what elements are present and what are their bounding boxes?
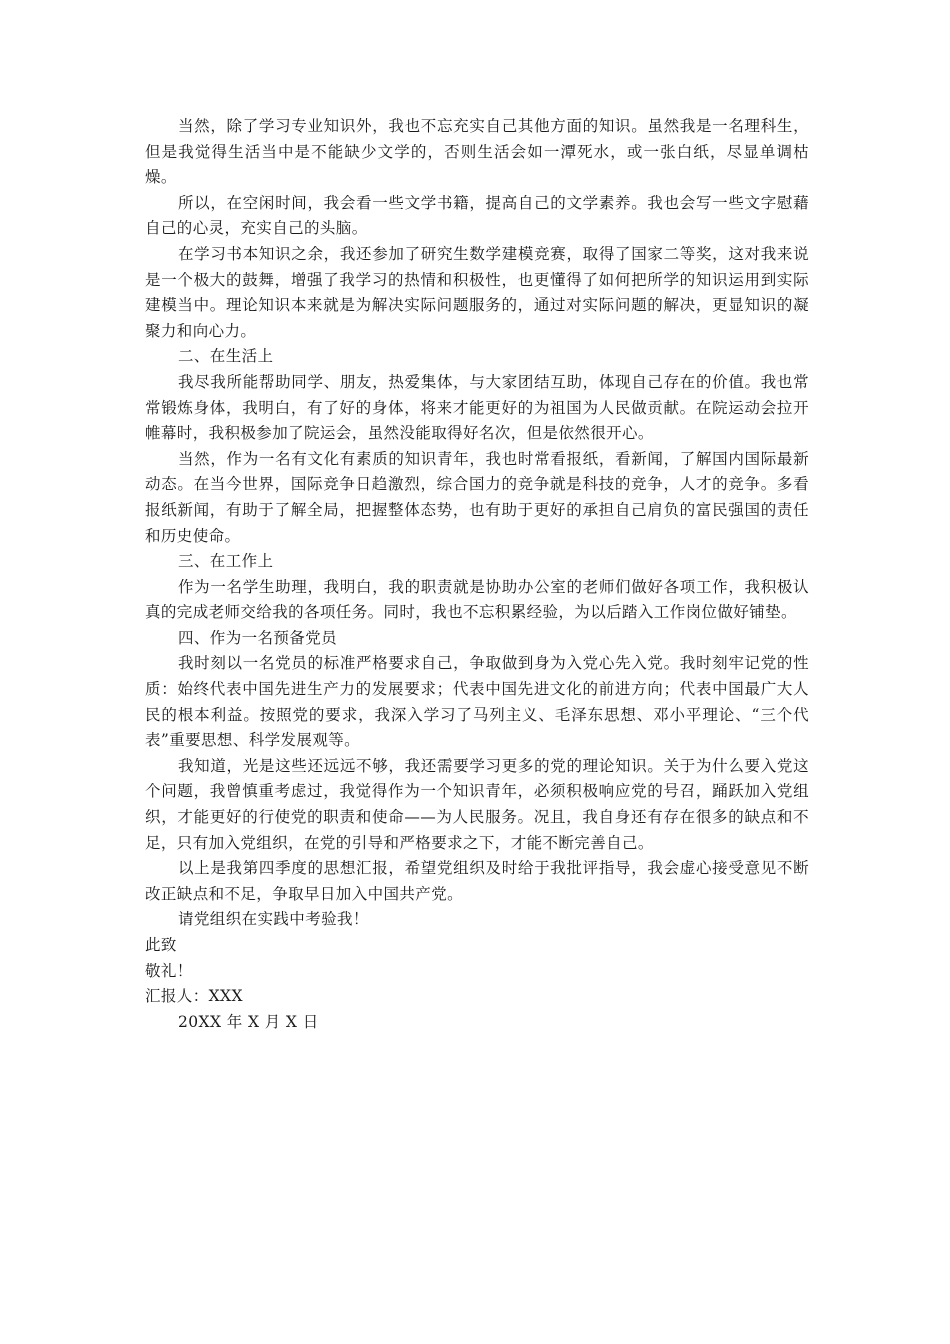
paragraph-summary: 以上是我第四季度的思想汇报，希望党组织及时给于我批评指导，我会虚心接受意见不断改正缺点和不足，争取早日加入中国共产党。 (145, 859, 809, 903)
paragraph-literature: 当然，除了学习专业知识外，我也不忘充实自己其他方面的知识。虽然我是一名理科生，但是我觉得生活当中是不能缺少文学的，否则生活会如一潭死水，或一张白纸，尽显单调枯燥。 (145, 117, 809, 187)
paragraph-helping-others: 我尽我所能帮助同学、朋友，热爱集体，与大家团结互助，体现自己存在的价值。我也常常锻炼身体，我明白，有了好的身体，将来才能更好的为祖国为人民做贡献。在院运动会拉开帷幕时，我积极参加了院运会，虽然没能取得好名次，但是依然很开心。 (145, 372, 809, 443)
salutation-jingli: 敬礼！ (145, 961, 193, 980)
section-heading-life: 二、在生活上 (178, 347, 274, 366)
paragraph-modeling-contest: 在学习书本知识之余，我还参加了研究生数学建模竞赛，取得了国家二等奖，这对我来说是一个极大的鼓舞，增强了我学习的热情和积极性，也更懂得了如何把所学的知识运用到实际建模当中。理论知识本来就是为解决实际问题服务的，通过对实际问题的解决，更显知识的凝聚力和向心力。 (145, 244, 809, 340)
section-heading-probationary-member: 四、作为一名预备党员 (178, 628, 338, 647)
report-date: 20XX 年 X 月 X 日 (178, 1012, 319, 1031)
reporter-signature: 汇报人：XXX (145, 987, 243, 1006)
document-body (145, 114, 809, 1035)
paragraph-party-standards: 我时刻以一名党员的标准严格要求自己，争取做到身为入党心先入党。我时刻牢记党的性质：始终代表中国先进生产力的发展要求；代表中国先进文化的前进方向；代表中国最广大人民的根本利益。按照党的要求，我深入学习了马列主义、毛泽东思想、邓小平理论、“三个代表”重要思想、科学发展观等。 (145, 654, 809, 750)
paragraph-news: 当然，作为一名有文化有素质的知识青年，我也时常看报纸，看新闻，了解国内国际最新动态。在当今世界，国际竞争日趋激烈，综合国力的竞争就是科技的竞争，人才的竞争。多看报纸新闻，有助于了解全局，把握整体态势，也有助于更好的承担自己肩负的富民强国的责任和历史使命。 (145, 449, 809, 545)
salutation-cizhi: 此致 (145, 936, 177, 954)
section-heading-work: 三、在工作上 (178, 552, 274, 571)
paragraph-more-study: 我知道，光是这些还远远不够，我还需要学习更多的党的理论知识。关于为什么要入党这个问题，我曾慎重考虑过，我觉得作为一个知识青年，必须积极响应党的号召，踊跃加入党组织，才能更好的行使党的职责和使命——为人民服务。况且，我自身还有存在很多的缺点和不足，只有加入党组织，在党的引导和严格要求之下，才能不断完善自己。 (145, 756, 809, 852)
paragraph-request: 请党组织在实践中考验我！ (178, 910, 369, 929)
paragraph-student-assistant: 作为一名学生助理，我明白，我的职责就是协助办公室的老师们做好各项工作，我积极认真的完成老师交给我的各项任务。同时，我也不忘积累经验，为以后踏入工作岗位做好铺垫。 (145, 577, 809, 622)
paragraph-spare-time: 所以，在空闲时间，我会看一些文学书籍，提高自己的文学素养。我也会写一些文字慰藉自己的心灵，充实自己的头脑。 (145, 193, 809, 238)
